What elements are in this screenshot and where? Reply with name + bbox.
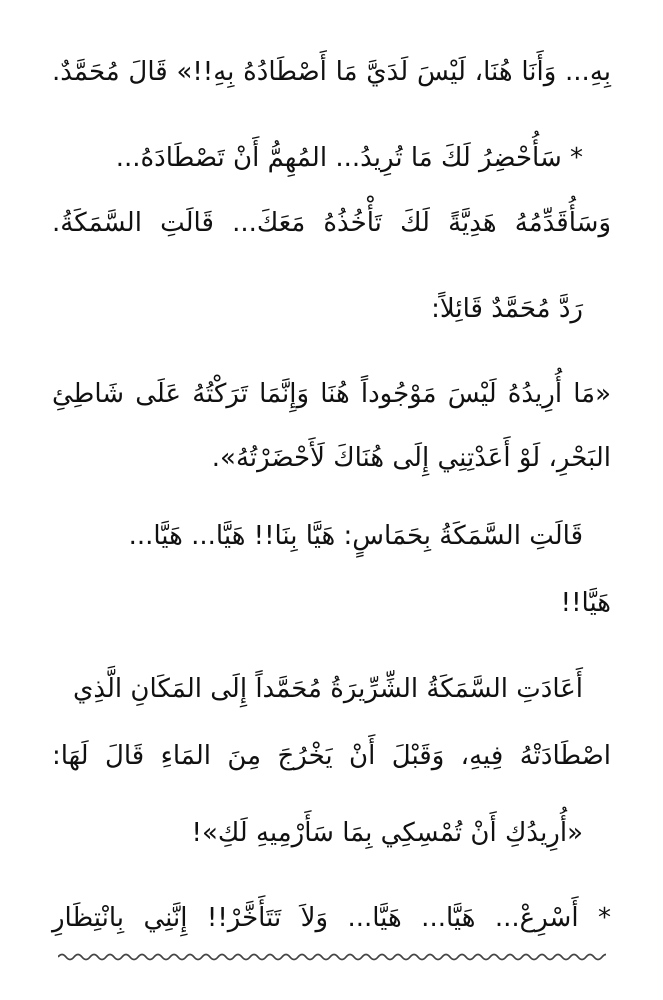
text-line-7: قَالَتِ السَّمَكَةُ بِحَمَاسٍ: هَيَّا بِنَا!! هَيَّا... هَيَّا...: [128, 521, 583, 551]
text-line-4: رَدَّ مُحَمَّدٌ قَائِلاً:: [431, 294, 583, 324]
text-line-8: هَيَّا!!: [560, 588, 611, 618]
text-line-9: أَعَادَتِ السَّمَكَةُ الشِّرِّيرَةُ مُحَمَّداً إِلَى المَكَانِ الَّذِي: [73, 674, 583, 704]
text-line-10: اصْطَادَتْهُ فِيهِ، وَقَبْلَ أَنْ يَخْرُجَ مِنَ المَاءِ قَالَ لَهَا:: [52, 741, 611, 771]
text-line-11: «أُرِيدُكِ أَنْ تُمْسِكِي بِمَا سَأَرْمِيهِ لَكِ»!: [191, 818, 583, 848]
text-line-12: * أَسْرِعْ... هَيَّا... هَيَّا... وَلاَ تَتَأَخَّرْ!! إِنَّنِي بِانْتِظَارِ: [52, 903, 611, 933]
text-line-1: بِهِ... وَأَنَا هُنَا، لَيْسَ لَدَيَّ مَا أَصْطَادُهُ بِهِ!!» قَالَ مُحَمَّدٌ.: [52, 57, 611, 87]
text-line-2: * سَأُحْضِرُ لَكَ مَا تُرِيدُ... المُهِمُّ أَنْ تَصْطَادَهُ...: [115, 143, 583, 173]
text-line-6: البَحْرِ، لَوْ أَعَدْتِنِي إِلَى هُنَاكَ لَأَحْضَرْتُهُ».: [211, 443, 611, 473]
text-line-5: «مَا أُرِيدُهُ لَيْسَ مَوْجُوداً هُنَا وَإِنَّمَا تَرَكْتُهُ عَلَى شَاطِئِ: [52, 379, 611, 409]
text-line-3: وَسَأُقَدِّمُهُ هَدِيَّةً لَكَ تَأْخُذُهُ مَعَكَ... قَالَتِ السَّمَكَةُ.: [52, 208, 611, 238]
wavy-divider: [58, 950, 606, 964]
